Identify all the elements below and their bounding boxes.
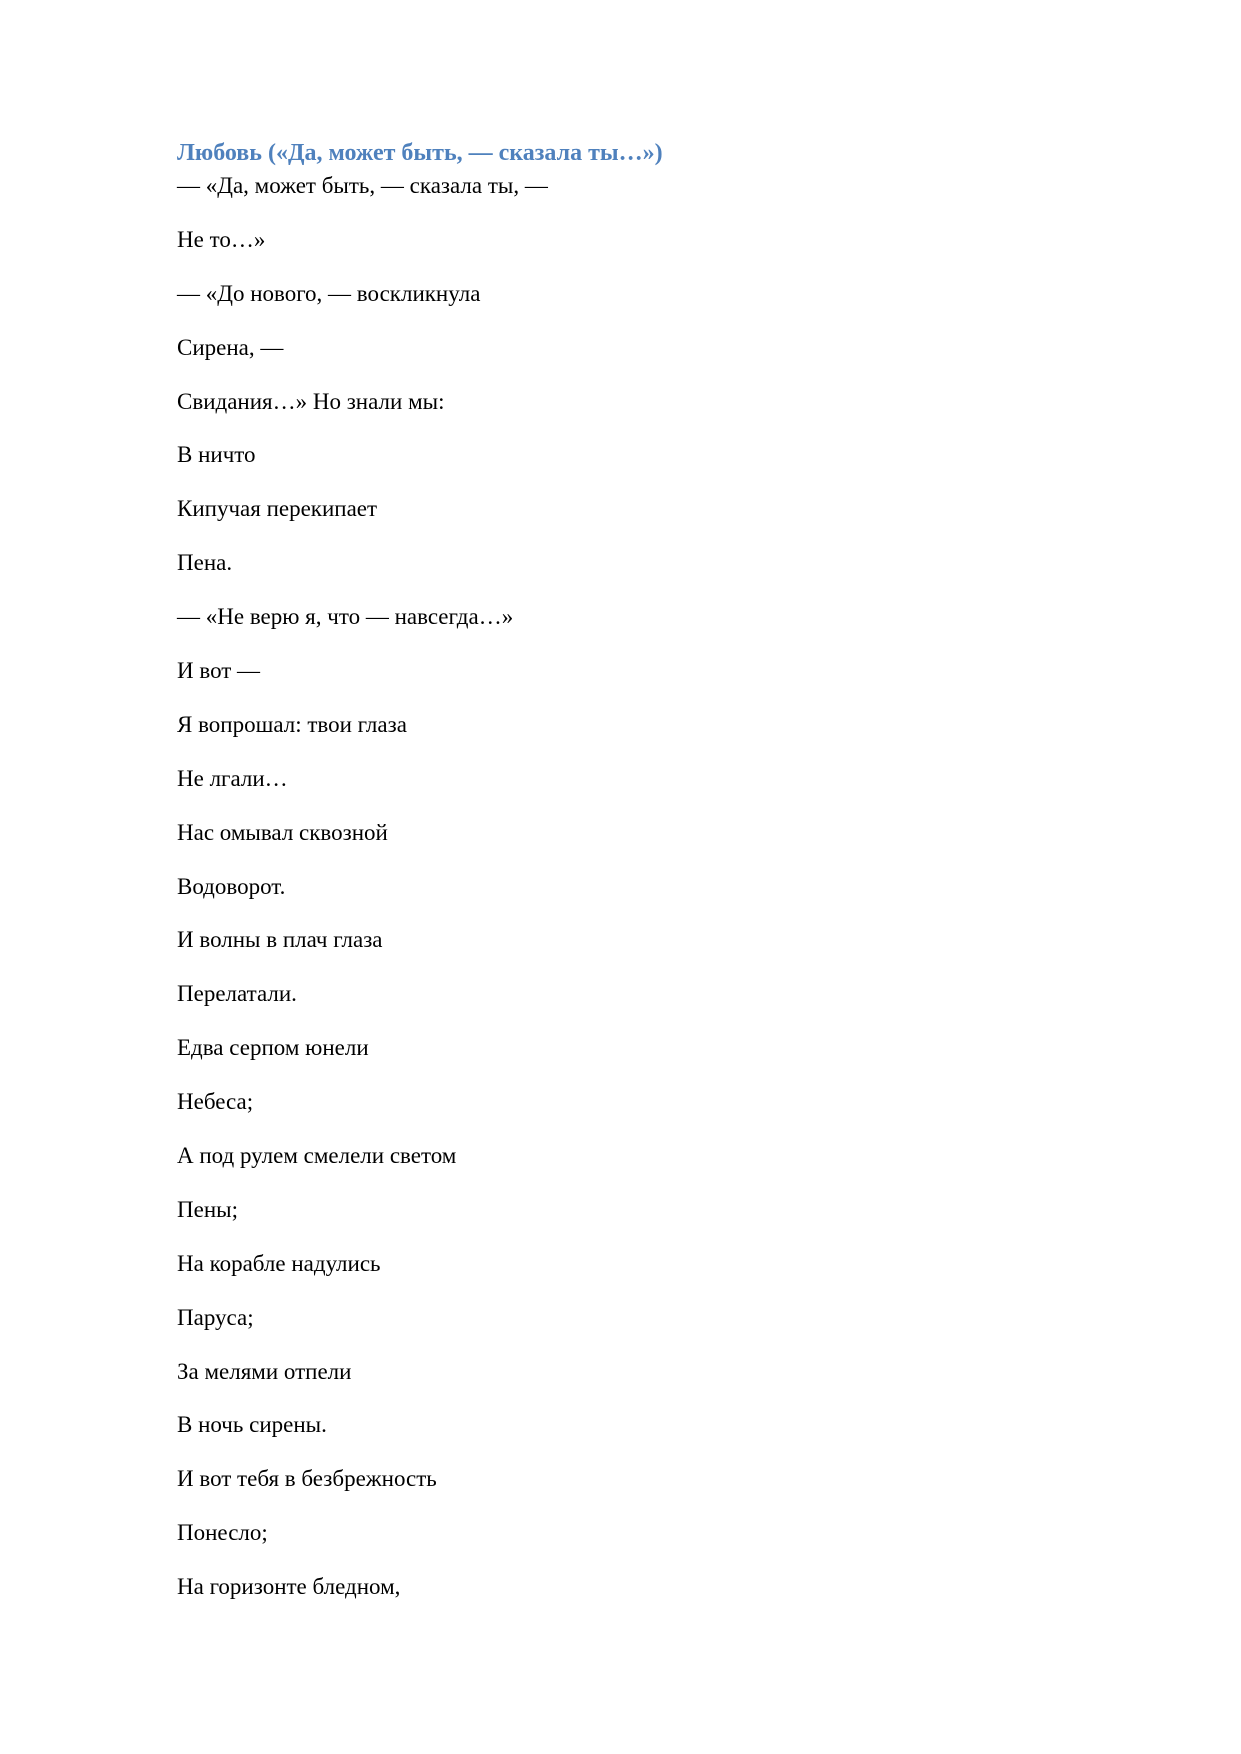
poem-line: Пена. — [177, 550, 233, 576]
poem-line: И волны в плач глаза — [177, 927, 383, 953]
poem-line: И вот тебя в безбрежность — [177, 1466, 437, 1492]
poem-body — [177, 171, 548, 1626]
poem-line: Паруса; — [177, 1304, 254, 1330]
poem-line: Свидания…» Но знали мы: — [177, 388, 445, 414]
poem-line: Не лгали… — [177, 765, 288, 791]
poem-line: Водоворот. — [177, 873, 286, 899]
poem-line: Перелатали. — [177, 981, 297, 1007]
poem-line: В ничто — [177, 442, 256, 468]
poem-line: Кипучая перекипает — [177, 496, 378, 522]
poem-line: Нас омывал сквозной — [177, 819, 388, 845]
poem-line: — «Да, может быть, — сказала ты, — — [177, 173, 548, 198]
poem-line: На корабле надулись — [177, 1250, 381, 1276]
poem-title: Любовь («Да, может быть, — сказала ты…») — [177, 140, 663, 166]
poem-line: За мелями отпели — [177, 1358, 352, 1384]
poem-line: На горизонте бледном, — [177, 1574, 401, 1600]
poem-line: Небеса; — [177, 1089, 254, 1115]
poem-line: Я вопрошал: твои глаза — [177, 711, 407, 737]
poem-line: А под рулем смелели светом — [177, 1143, 457, 1169]
poem-line: — «Не верю я, что — навсегда…» — [177, 604, 514, 630]
poem-line: Едва серпом юнели — [177, 1035, 369, 1061]
poem-line: Понесло; — [177, 1520, 268, 1546]
poem-line: Пены; — [177, 1196, 238, 1222]
poem-line: Сирена, — — [177, 334, 284, 360]
poem-line: Не то…» — [177, 226, 266, 252]
poem-line: И вот — — [177, 658, 261, 684]
poem-line: — «До нового, — воскликнула — [177, 280, 481, 306]
poem-line: В ночь сирены. — [177, 1412, 327, 1438]
